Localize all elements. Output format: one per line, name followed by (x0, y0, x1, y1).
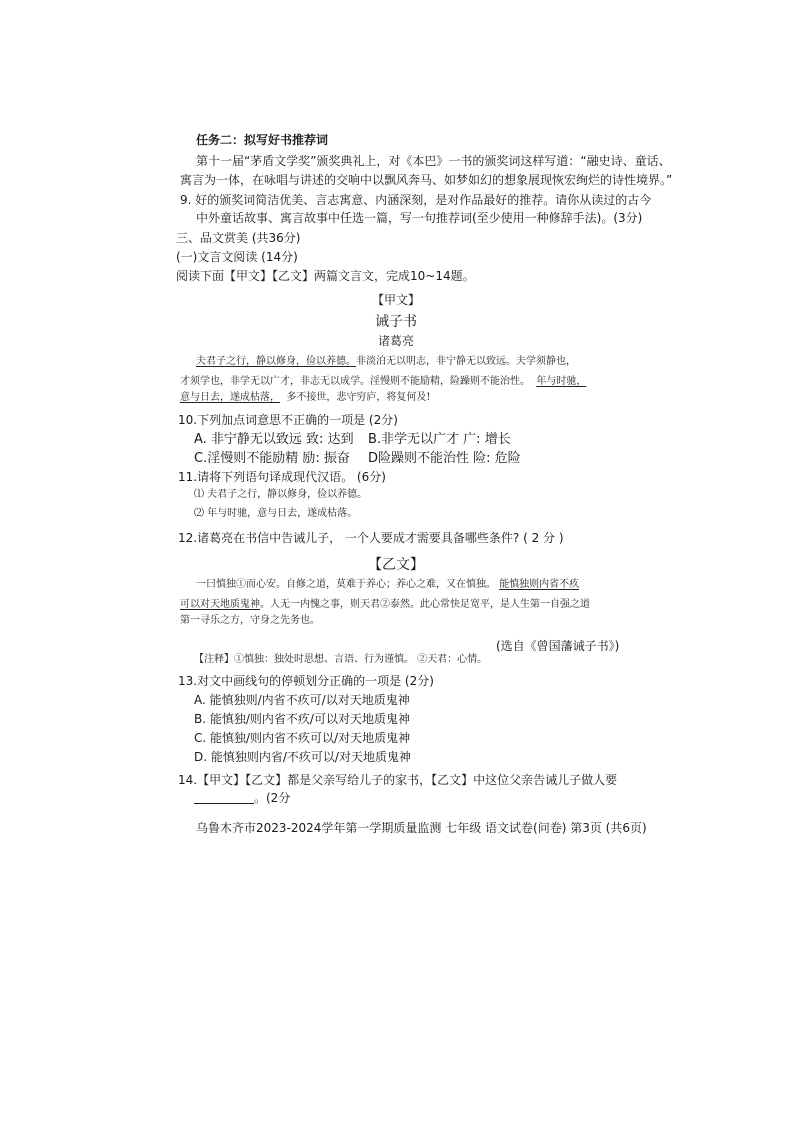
question-11-sentence1: ⑴ 夫君子之行，静以修身，俭以养德。 (194, 489, 368, 500)
jia-line3 (180, 391, 430, 405)
question-14-score: 。(2分 (254, 791, 291, 805)
question-9-line2: 中外童话故事、寓言故事中任选一篇，写一句推荐词(至少使用一种修辞手法)。(3分) (196, 211, 643, 225)
task2-intro-line1: 第十一届“茅盾文学奖”颁奖典礼上，对《本巴》一书的颁奖词这样写道：“融史诗、童话、 (196, 154, 671, 168)
task2-title: 任务二：拟写好书推荐词 (196, 133, 329, 147)
question-10-stem: 10.下列加点词意思不正确的一项是 (2分) (178, 413, 398, 427)
jia-line2-underlined: 年与时驰， (536, 376, 587, 387)
jia-title: 诫子书 (375, 314, 417, 330)
section-3-1-heading: (一)文言文阅读 (14分) (176, 250, 298, 264)
question-12-stem: 12.诸葛亮在书信中告诫儿子， 一个人要成才需要具备哪些条件? ( 2 分 ) (178, 531, 564, 545)
yi-line2-rest: 。人无一内愧之事，则天君②泰然。此心常快足宽平，是人生第一自强之道 (260, 599, 590, 610)
question-10-option-c: C.淫慢则不能励精 励: 振奋 (194, 451, 350, 466)
yi-line2 (180, 598, 590, 612)
question-14-line1: 14.【甲文】【乙文】都是父亲写给儿子的家书，【乙文】中这位父亲告诫儿子做人要 (178, 773, 618, 787)
question-13-stem: 13.对文中画线句的停顿划分正确的一项是 (2分) (178, 674, 434, 688)
jia-line1-rest: 非淡泊无以明志，非宁静无以致远。夫学须静也， (356, 356, 576, 367)
jia-line3-rest: 多不接世，悲守穷庐，将复何及! (286, 392, 431, 403)
yi-line2-underlined: 可以对天地质鬼神 (180, 599, 260, 610)
yi-note: 【注释】①慎独：独处时思想、言语、行为谨慎。 ②天君：心情。 (194, 654, 488, 665)
jia-tag: 【甲文】 (371, 293, 420, 307)
jia-author: 诸葛亮 (377, 334, 414, 348)
jia-line1-underlined: 夫君子之行，静以修身，俭以养德。 (196, 356, 356, 367)
question-9-line1: 9. 好的颁奖词简洁优美、言志寓意、内涵深刻，是对作品最好的推荐。请你从读过的古今 (180, 193, 652, 207)
reading-instruction: 阅读下面【甲文】【乙文】两篇文言文，完成10~14题。 (176, 269, 475, 283)
question-11-sentence2: ⑵ 年与时驰，意与日去，遂成枯落。 (194, 508, 358, 519)
jia-line1 (196, 355, 576, 369)
question-13-option-c: C. 能慎独/则内省不疚可以/对天地质鬼神 (194, 731, 411, 745)
jia-line2-text: 才须学也，非学无以广才，非志无以成学。淫慢则不能励精，险躁则不能治性。 (180, 376, 530, 387)
question-10-option-d: D险躁则不能治性 险: 危险 (368, 451, 521, 466)
question-13-option-b: B. 能慎独/则内省不疚/可以对天地质鬼神 (194, 712, 410, 726)
yi-line1-underlined: 能慎独则内省不疚 (499, 579, 580, 590)
question-13-option-a: A. 能慎独则/内省不疚可/以对天地质鬼神 (194, 693, 410, 707)
question-10-option-a: A. 非宁静无以致远 致: 达到 (194, 432, 354, 447)
question-13-option-d: D. 能慎独则内省/不疚可以/对天地质鬼神 (194, 750, 411, 764)
yi-line1-text: 一曰慎独①而心安。自修之道，莫难于养心；养心之难，又在慎独。 (196, 579, 496, 590)
section-3-heading: 三、品文赏美 (共36分) (176, 231, 301, 245)
question-10-option-b: B.非学无以广才 广: 增长 (368, 432, 511, 447)
answer-blank (194, 791, 254, 804)
page-footer: 乌鲁木齐市2023-2024学年第一学期质量监测 七年级 语文试卷(问卷) 第3页 (共6页) (196, 821, 647, 835)
jia-line2 (180, 375, 586, 389)
task2-intro-line2: 寓言为一体，在咏唱与讲述的交响中以飘风奔马、如梦如幻的想象展现恢宏绚烂的诗性境界。” (180, 173, 673, 187)
yi-source: (选自《曾国藩诫子书》) (496, 639, 620, 653)
question-14-line2 (194, 790, 290, 806)
question-11-stem: 11.请将下列语句译成现代汉语。 (6分) (178, 470, 386, 484)
yi-line3: 第一寻乐之方，守身之先务也。 (180, 615, 320, 626)
jia-line3-underlined: 意与日去，遂成枯落， (180, 392, 280, 403)
yi-tag: 【乙文】 (368, 557, 424, 573)
yi-line1 (196, 578, 579, 592)
